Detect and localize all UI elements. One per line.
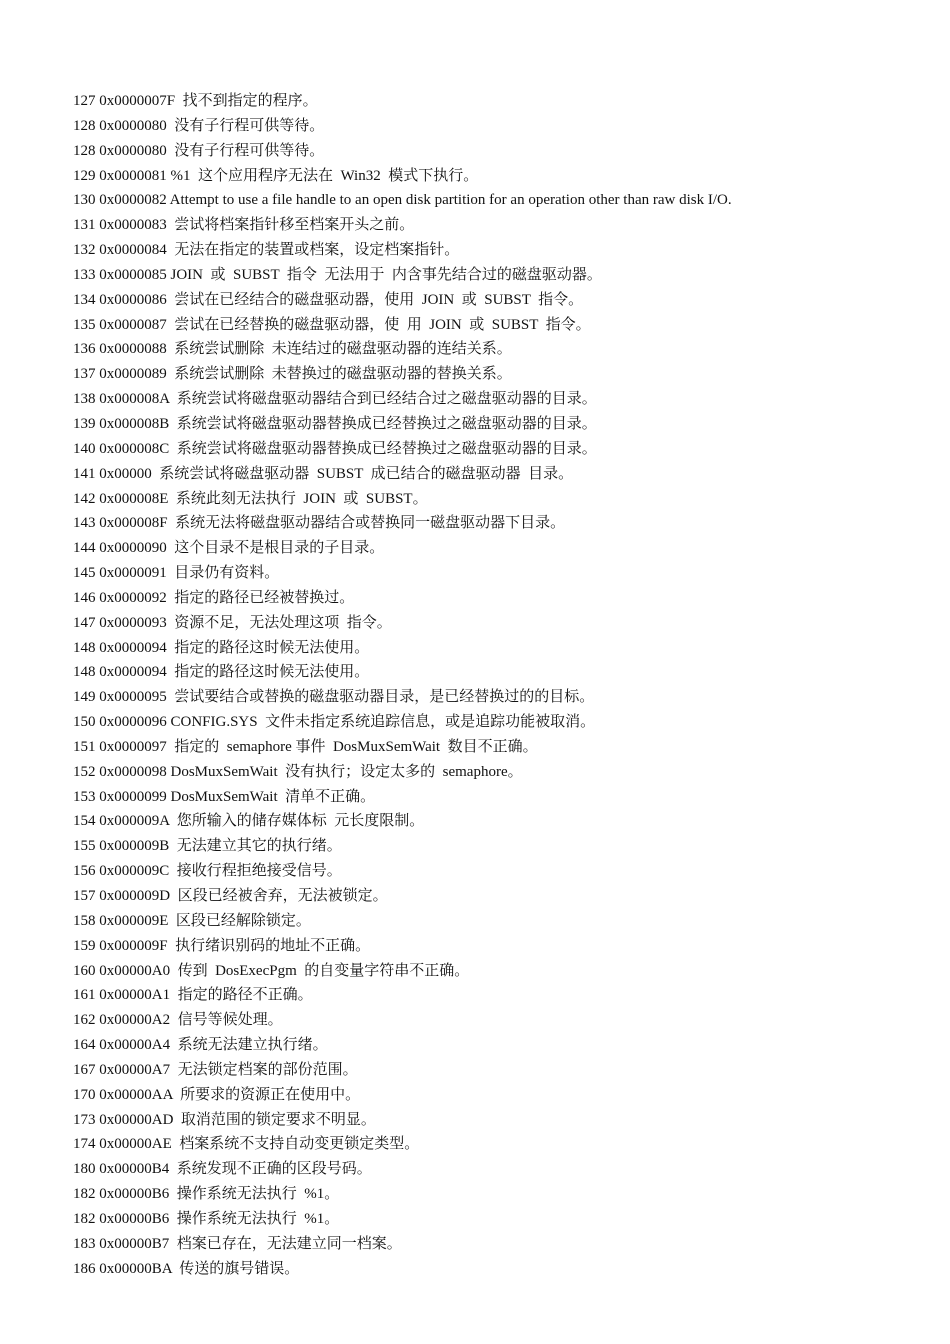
error-code-line: 147 0x0000093 资源不足，无法处理这项 指令。 xyxy=(73,614,392,631)
error-code-line: 133 0x0000085 JOIN 或 SUBST 指令 无法用于 内含事先结合过的磁盘驱动器。 xyxy=(73,266,602,283)
error-code-line: 182 0x00000B6 操作系统无法执行 %1。 xyxy=(73,1210,340,1227)
error-code-line: 180 0x00000B4 系统发现不正确的区段号码。 xyxy=(73,1161,372,1178)
error-code-list xyxy=(73,89,933,1282)
error-code-line: 162 0x00000A2 信号等候处理。 xyxy=(73,1012,283,1029)
error-code-line: 158 0x000009E 区段已经解除锁定。 xyxy=(73,912,311,929)
error-code-line: 128 0x0000080 没有子行程可供等待。 xyxy=(73,117,325,134)
error-code-line: 186 0x00000BA 传送的旗号错误。 xyxy=(73,1260,300,1277)
error-code-line: 159 0x000009F 执行绪识别码的地址不正确。 xyxy=(73,937,371,954)
error-code-line: 141 0x00000 系统尝试将磁盘驱动器 SUBST 成已结合的磁盘驱动器 目录。 xyxy=(73,465,574,482)
error-code-line: 149 0x0000095 尝试要结合或替换的磁盘驱动器目录，是已经替换过的的目标。 xyxy=(73,689,595,706)
error-code-line: 145 0x0000091 目录仍有资料。 xyxy=(73,565,280,582)
error-code-line: 144 0x0000090 这个目录不是根目录的子目录。 xyxy=(73,540,385,557)
error-code-line: 164 0x00000A4 系统无法建立执行绪。 xyxy=(73,1037,328,1054)
error-code-line: 140 0x000008C 系统尝试将磁盘驱动器替换成已经替换过之磁盘驱动器的目录。 xyxy=(73,440,597,457)
error-code-line: 137 0x0000089 系统尝试删除 未替换过的磁盘驱动器的替换关系。 xyxy=(73,366,512,383)
error-code-line: 173 0x00000AD 取消范围的锁定要求不明显。 xyxy=(73,1111,376,1128)
error-code-line: 148 0x0000094 指定的路径这时候无法使用。 xyxy=(73,639,370,656)
error-code-line: 148 0x0000094 指定的路径这时候无法使用。 xyxy=(73,664,370,681)
error-code-line: 160 0x00000A0 传到 DosExecPgm 的自变量字符串不正确。 xyxy=(73,962,470,979)
error-code-line: 174 0x00000AE 档案系统不支持自动变更锁定类型。 xyxy=(73,1136,420,1153)
error-code-line: 170 0x00000AA 所要求的资源正在使用中。 xyxy=(73,1086,361,1103)
error-code-line: 128 0x0000080 没有子行程可供等待。 xyxy=(73,142,325,159)
error-code-line: 151 0x0000097 指定的 semaphore 事件 DosMuxSemWait 数目不正确。 xyxy=(73,738,538,755)
error-code-line: 157 0x000009D 区段已经被舍弃，无法被锁定。 xyxy=(73,888,388,904)
error-code-line: 132 0x0000084 无法在指定的装置或档案，设定档案指针。 xyxy=(73,242,460,259)
error-code-line: 130 0x0000082 Attempt to use a file handle to an open disk partition for an operation other than raw disk I/O. xyxy=(73,192,732,209)
error-code-line: 142 0x000008E 系统此刻无法执行 JOIN 或 SUBST。 xyxy=(73,490,428,507)
error-code-line: 127 0x0000007F 找不到指定的程序。 xyxy=(73,93,318,109)
error-code-line: 183 0x00000B7 档案已存在，无法建立同一档案。 xyxy=(73,1235,402,1252)
error-code-line: 155 0x000009B 无法建立其它的执行绪。 xyxy=(73,838,342,855)
error-code-line: 182 0x00000B6 操作系统无法执行 %1。 xyxy=(73,1186,340,1203)
error-code-line: 146 0x0000092 指定的路径已经被替换过。 xyxy=(73,589,355,606)
error-code-line: 153 0x0000099 DosMuxSemWait 清单不正确。 xyxy=(73,788,376,805)
error-code-line: 154 0x000009A 您所输入的储存媒体标 元长度限制。 xyxy=(73,813,425,830)
error-code-line: 134 0x0000086 尝试在已经结合的磁盘驱动器，使用 JOIN 或 SUBST 指令。 xyxy=(73,291,584,308)
error-code-line: 135 0x0000087 尝试在已经替换的磁盘驱动器，使 用 JOIN 或 SUBST 指令。 xyxy=(73,316,591,333)
error-code-line: 152 0x0000098 DosMuxSemWait 没有执行；设定太多的 semaphore。 xyxy=(73,763,523,780)
error-code-line: 143 0x000008F 系统无法将磁盘驱动器结合或替换同一磁盘驱动器下目录。 xyxy=(73,515,566,532)
error-code-line: 136 0x0000088 系统尝试删除 未连结过的磁盘驱动器的连结关系。 xyxy=(73,341,512,358)
error-code-line: 129 0x0000081 %1 这个应用程序无法在 Win32 模式下执行。 xyxy=(73,167,479,184)
error-code-line: 139 0x000008B 系统尝试将磁盘驱动器替换成已经替换过之磁盘驱动器的目录。 xyxy=(73,415,597,432)
error-code-line: 150 0x0000096 CONFIG.SYS 文件未指定系统追踪信息，或是追踪功能被取消。 xyxy=(73,714,596,731)
error-code-line: 161 0x00000A1 指定的路径不正确。 xyxy=(73,987,313,1004)
error-code-line: 156 0x000009C 接收行程拒绝接受信号。 xyxy=(73,863,342,880)
error-code-line: 167 0x00000A7 无法锁定档案的部份范围。 xyxy=(73,1061,358,1078)
error-code-line: 131 0x0000083 尝试将档案指针移至档案开头之前。 xyxy=(73,217,415,234)
error-code-line: 138 0x000008A 系统尝试将磁盘驱动器结合到已经结合过之磁盘驱动器的目录。 xyxy=(73,391,597,408)
